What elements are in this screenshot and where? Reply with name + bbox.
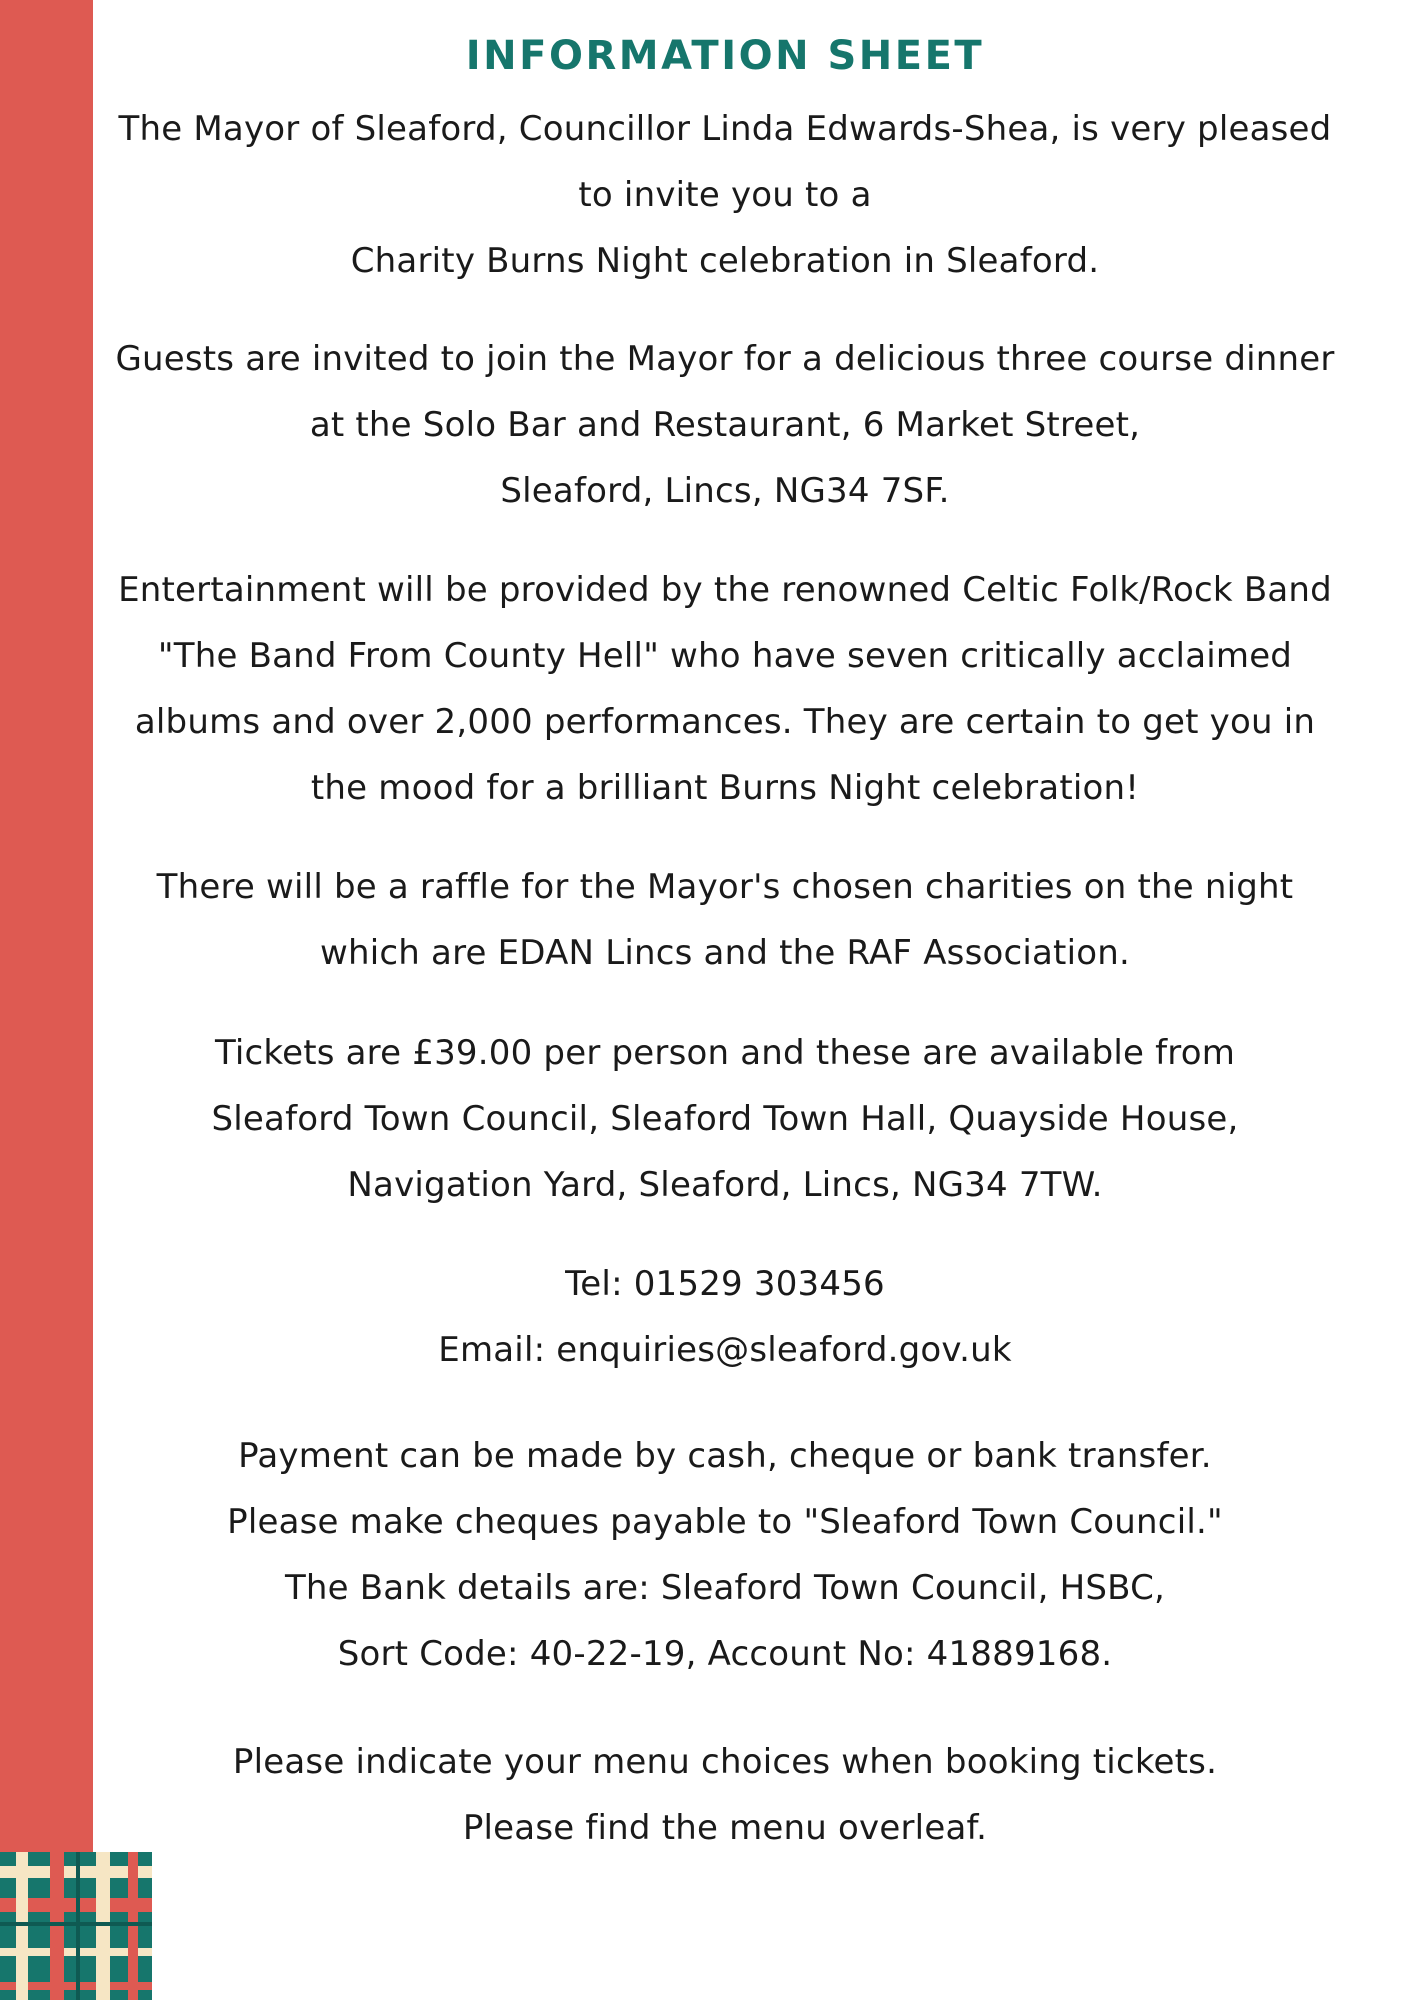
phone-text: Tel: 01529 303456 xyxy=(565,1264,885,1304)
tickets-paragraph xyxy=(93,1020,1357,1218)
text-line: The Bank details are: Sleaford Town Council, HSBC, xyxy=(284,1568,1166,1608)
menu-paragraph xyxy=(93,1729,1357,1861)
text-line: Tickets are £39.00 per person and these are available from xyxy=(214,1033,1236,1073)
text-line: at the Solo Bar and Restaurant, 6 Market Street, xyxy=(309,405,1141,445)
text-line: which are EDAN Lincs and the RAF Association. xyxy=(319,933,1130,973)
dinner-paragraph xyxy=(93,326,1357,524)
entertainment-paragraph xyxy=(93,557,1357,821)
text-line: The Mayor of Sleaford, Councillor Linda Edwards-Shea, is very pleased xyxy=(118,109,1332,149)
contact-paragraph xyxy=(93,1251,1357,1383)
text-line: Guests are invited to join the Mayor for a delicious three course dinner xyxy=(115,339,1335,379)
raffle-paragraph xyxy=(93,854,1357,986)
email-text: Email: enquiries@sleaford.gov.uk xyxy=(438,1330,1012,1370)
text-line: Sleaford, Lincs, NG34 7SF. xyxy=(500,471,950,511)
text-line: Navigation Yard, Sleaford, Lincs, NG34 7TW. xyxy=(347,1165,1103,1205)
text-line: Payment can be made by cash, cheque or bank transfer. xyxy=(238,1436,1212,1476)
payment-paragraph xyxy=(93,1423,1357,1687)
text-line: Charity Burns Night celebration in Sleaford. xyxy=(350,241,1100,281)
text-line: the mood for a brilliant Burns Night celebration! xyxy=(310,768,1140,808)
text-line: Please indicate your menu choices when booking tickets. xyxy=(232,1742,1218,1782)
text-line: to invite you to a xyxy=(578,175,872,215)
intro-paragraph xyxy=(93,96,1357,294)
tartan-pattern-icon xyxy=(0,1852,152,2000)
side-stripe xyxy=(0,0,93,2000)
text-line: Entertainment will be provided by the renowned Celtic Folk/Rock Band xyxy=(118,570,1332,610)
text-line: "The Band From County Hell" who have seven critically acclaimed xyxy=(157,636,1293,676)
text-line: Please make cheques payable to "Sleaford Town Council." xyxy=(227,1502,1223,1542)
text-line: Sleaford Town Council, Sleaford Town Hall, Quayside House, xyxy=(211,1099,1239,1139)
page-title: INFORMATION SHEET xyxy=(465,33,985,79)
text-line: albums and over 2,000 performances. They are certain to get you in xyxy=(134,702,1316,742)
text-line: Please find the menu overleaf. xyxy=(462,1808,988,1848)
text-line: There will be a raffle for the Mayor's chosen charities on the night xyxy=(156,867,1294,907)
text-line: Sort Code: 40-22-19, Account No: 41889168. xyxy=(337,1634,1113,1674)
